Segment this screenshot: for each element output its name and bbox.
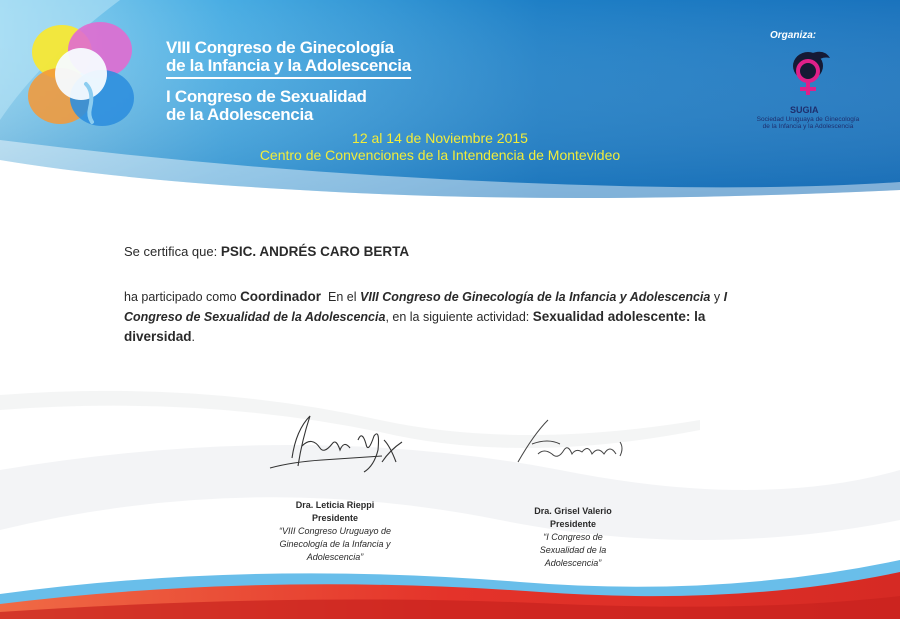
congress-1: VIII Congreso de Ginecología de la Infancia y Adolescencia [360, 290, 711, 304]
signatory-1-role: Presidente [311, 513, 359, 523]
signature-valerio-image [508, 414, 638, 474]
in-text: En el [328, 290, 357, 304]
title-underline [166, 77, 411, 80]
signatory-2-event-1: “I Congreso de [543, 532, 603, 542]
certifies-label: Se certifica que: [124, 244, 218, 259]
signature-rieppi-image [262, 410, 412, 480]
congress-title-1 [166, 39, 411, 75]
title-line-2: de la Infancia y la Adolescencia [166, 56, 411, 75]
role: Coordinador [240, 289, 322, 304]
title-line-1: VIII Congreso de Ginecología [166, 38, 394, 57]
signatory-1 [250, 499, 420, 564]
organizer-name-line-1: Sociedad Uruguaya de Ginecología [756, 116, 860, 123]
signatory-2-event-3: Adolescencia” [544, 558, 602, 568]
organizer-abbr: SUGIA [790, 105, 819, 115]
organizer-name [756, 116, 860, 130]
sugia-logo-icon [778, 44, 838, 106]
title-line-3: I Congreso de Sexualidad [166, 87, 367, 106]
congress-2-start: I [723, 290, 728, 304]
organizer-label: Organiza: [770, 30, 817, 41]
event-dates: 12 al 14 de Noviembre 2015 [352, 130, 528, 146]
signatory-1-event-3: Adolescencia” [306, 552, 364, 562]
signatory-2 [488, 505, 658, 570]
activity-name: Sexualidad adolescente: la [532, 309, 706, 324]
signatory-2-role: Presidente [549, 519, 597, 529]
signatory-2-name: Dra. Grisel Valerio [534, 506, 612, 516]
period: . [191, 330, 196, 344]
congress-logo [22, 12, 140, 134]
signatory-1-name: Dra. Leticia Rieppi [295, 500, 375, 510]
and-text: y [713, 290, 721, 304]
recipient-name: PSIC. ANDRÉS CARO BERTA [220, 244, 410, 259]
participated-text: ha participado como [124, 290, 237, 304]
participation-line-1 [124, 287, 814, 307]
event-info [230, 130, 650, 164]
title-line-4: de la Adolescencia [166, 105, 314, 124]
activity-text: , en la siguiente actividad: [385, 310, 530, 324]
signatory-1-event-2: Ginecología de la Infancia y [279, 539, 391, 549]
signatory-2-event-2: Sexualidad de la [539, 545, 607, 555]
participation-line-2 [124, 307, 814, 327]
certifies-line [124, 242, 409, 262]
participation-paragraph [124, 287, 814, 347]
event-venue: Centro de Convenciones de la Intendencia de Montevideo [259, 147, 621, 163]
participation-line-3 [124, 327, 814, 347]
organizer-name-line-2: de la Infancia y la Adolescencia [762, 123, 854, 130]
activity-name-end: diversidad [124, 329, 192, 344]
signatory-1-event-1: “VIII Congreso Uruguayo de [278, 526, 392, 536]
congress-2: Congreso de Sexualidad de la Adolescencia [124, 310, 386, 324]
congress-title-2 [166, 88, 367, 124]
